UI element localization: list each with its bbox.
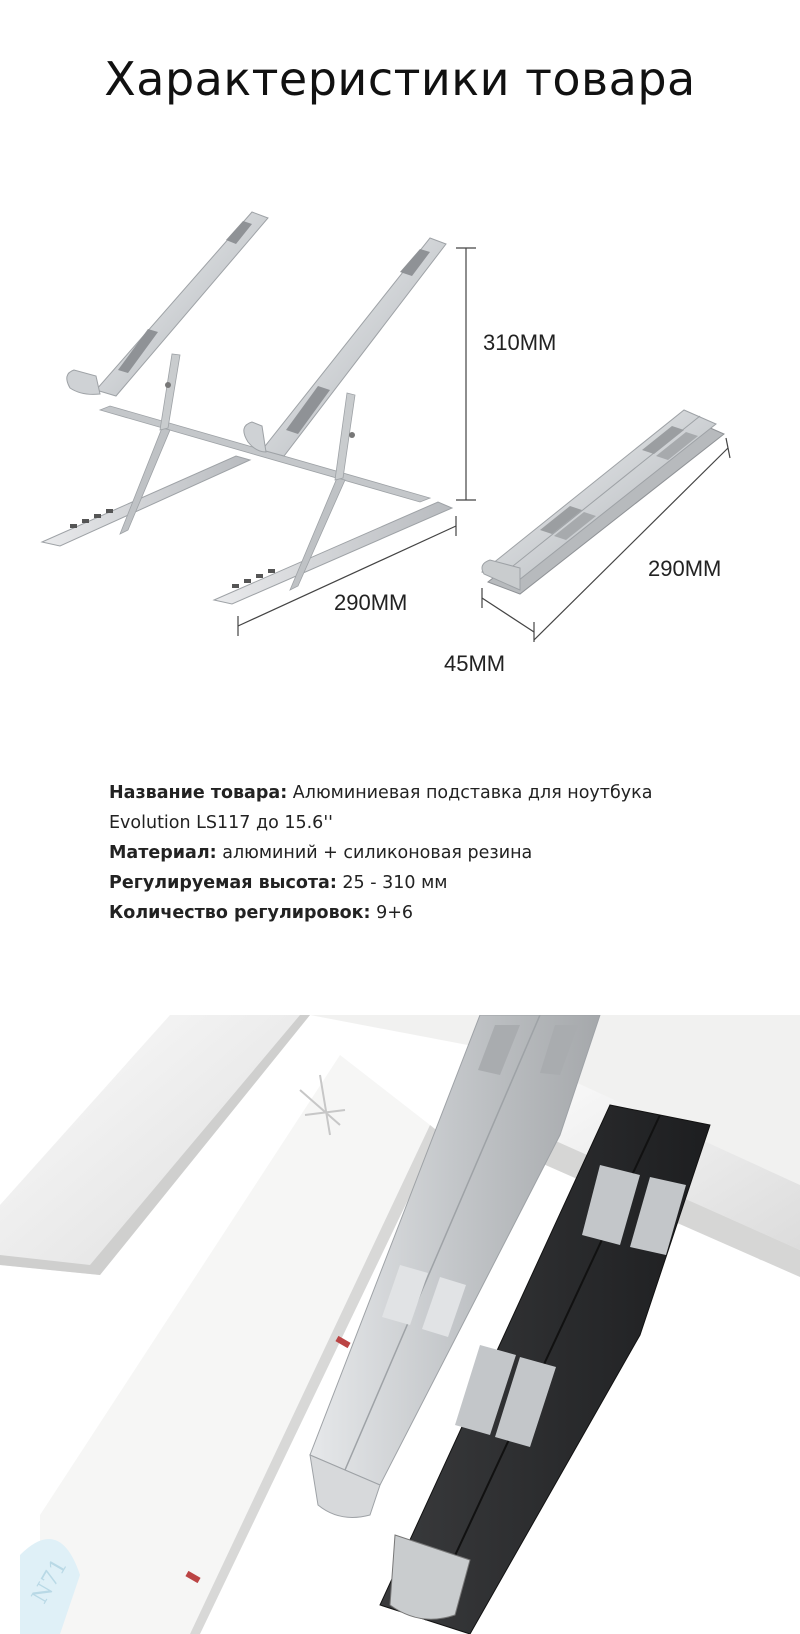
spec-row-material [109, 838, 709, 868]
height-label: 310MM [483, 330, 557, 355]
folded-depth-label: 45MM [444, 651, 506, 676]
spec-value: Алюминиевая подставка для ноутбука [287, 783, 653, 803]
folded-length-label: 290MM [648, 556, 722, 581]
folded-depth-dimension [482, 588, 534, 642]
open-stand [42, 212, 452, 604]
spec-row-height [109, 868, 709, 898]
spec-value: алюминий + силиконовая резина [216, 843, 533, 863]
box-mark: N71 [27, 1554, 73, 1608]
spec-key: Материал: [109, 843, 217, 863]
spec-row-name-cont [109, 808, 709, 838]
product-photo [0, 1015, 800, 1634]
stand-dimension-drawing [0, 180, 800, 700]
spec-key: Название товара: [109, 783, 288, 803]
spec-value: 25 - 310 мм [336, 873, 448, 893]
spec-value: 9+6 [370, 903, 414, 923]
spec-value: Evolution LS117 до 15.6'' [109, 813, 333, 833]
spec-row-name [109, 778, 709, 808]
spec-row-adjustments [109, 898, 709, 928]
page-title: Характеристики товара [104, 52, 696, 106]
product-specs [109, 778, 709, 928]
height-dimension [456, 248, 476, 500]
width-label: 290MM [334, 590, 408, 615]
spec-key: Регулируемая высота: [109, 873, 337, 893]
spec-key: Количество регулировок: [109, 903, 371, 923]
